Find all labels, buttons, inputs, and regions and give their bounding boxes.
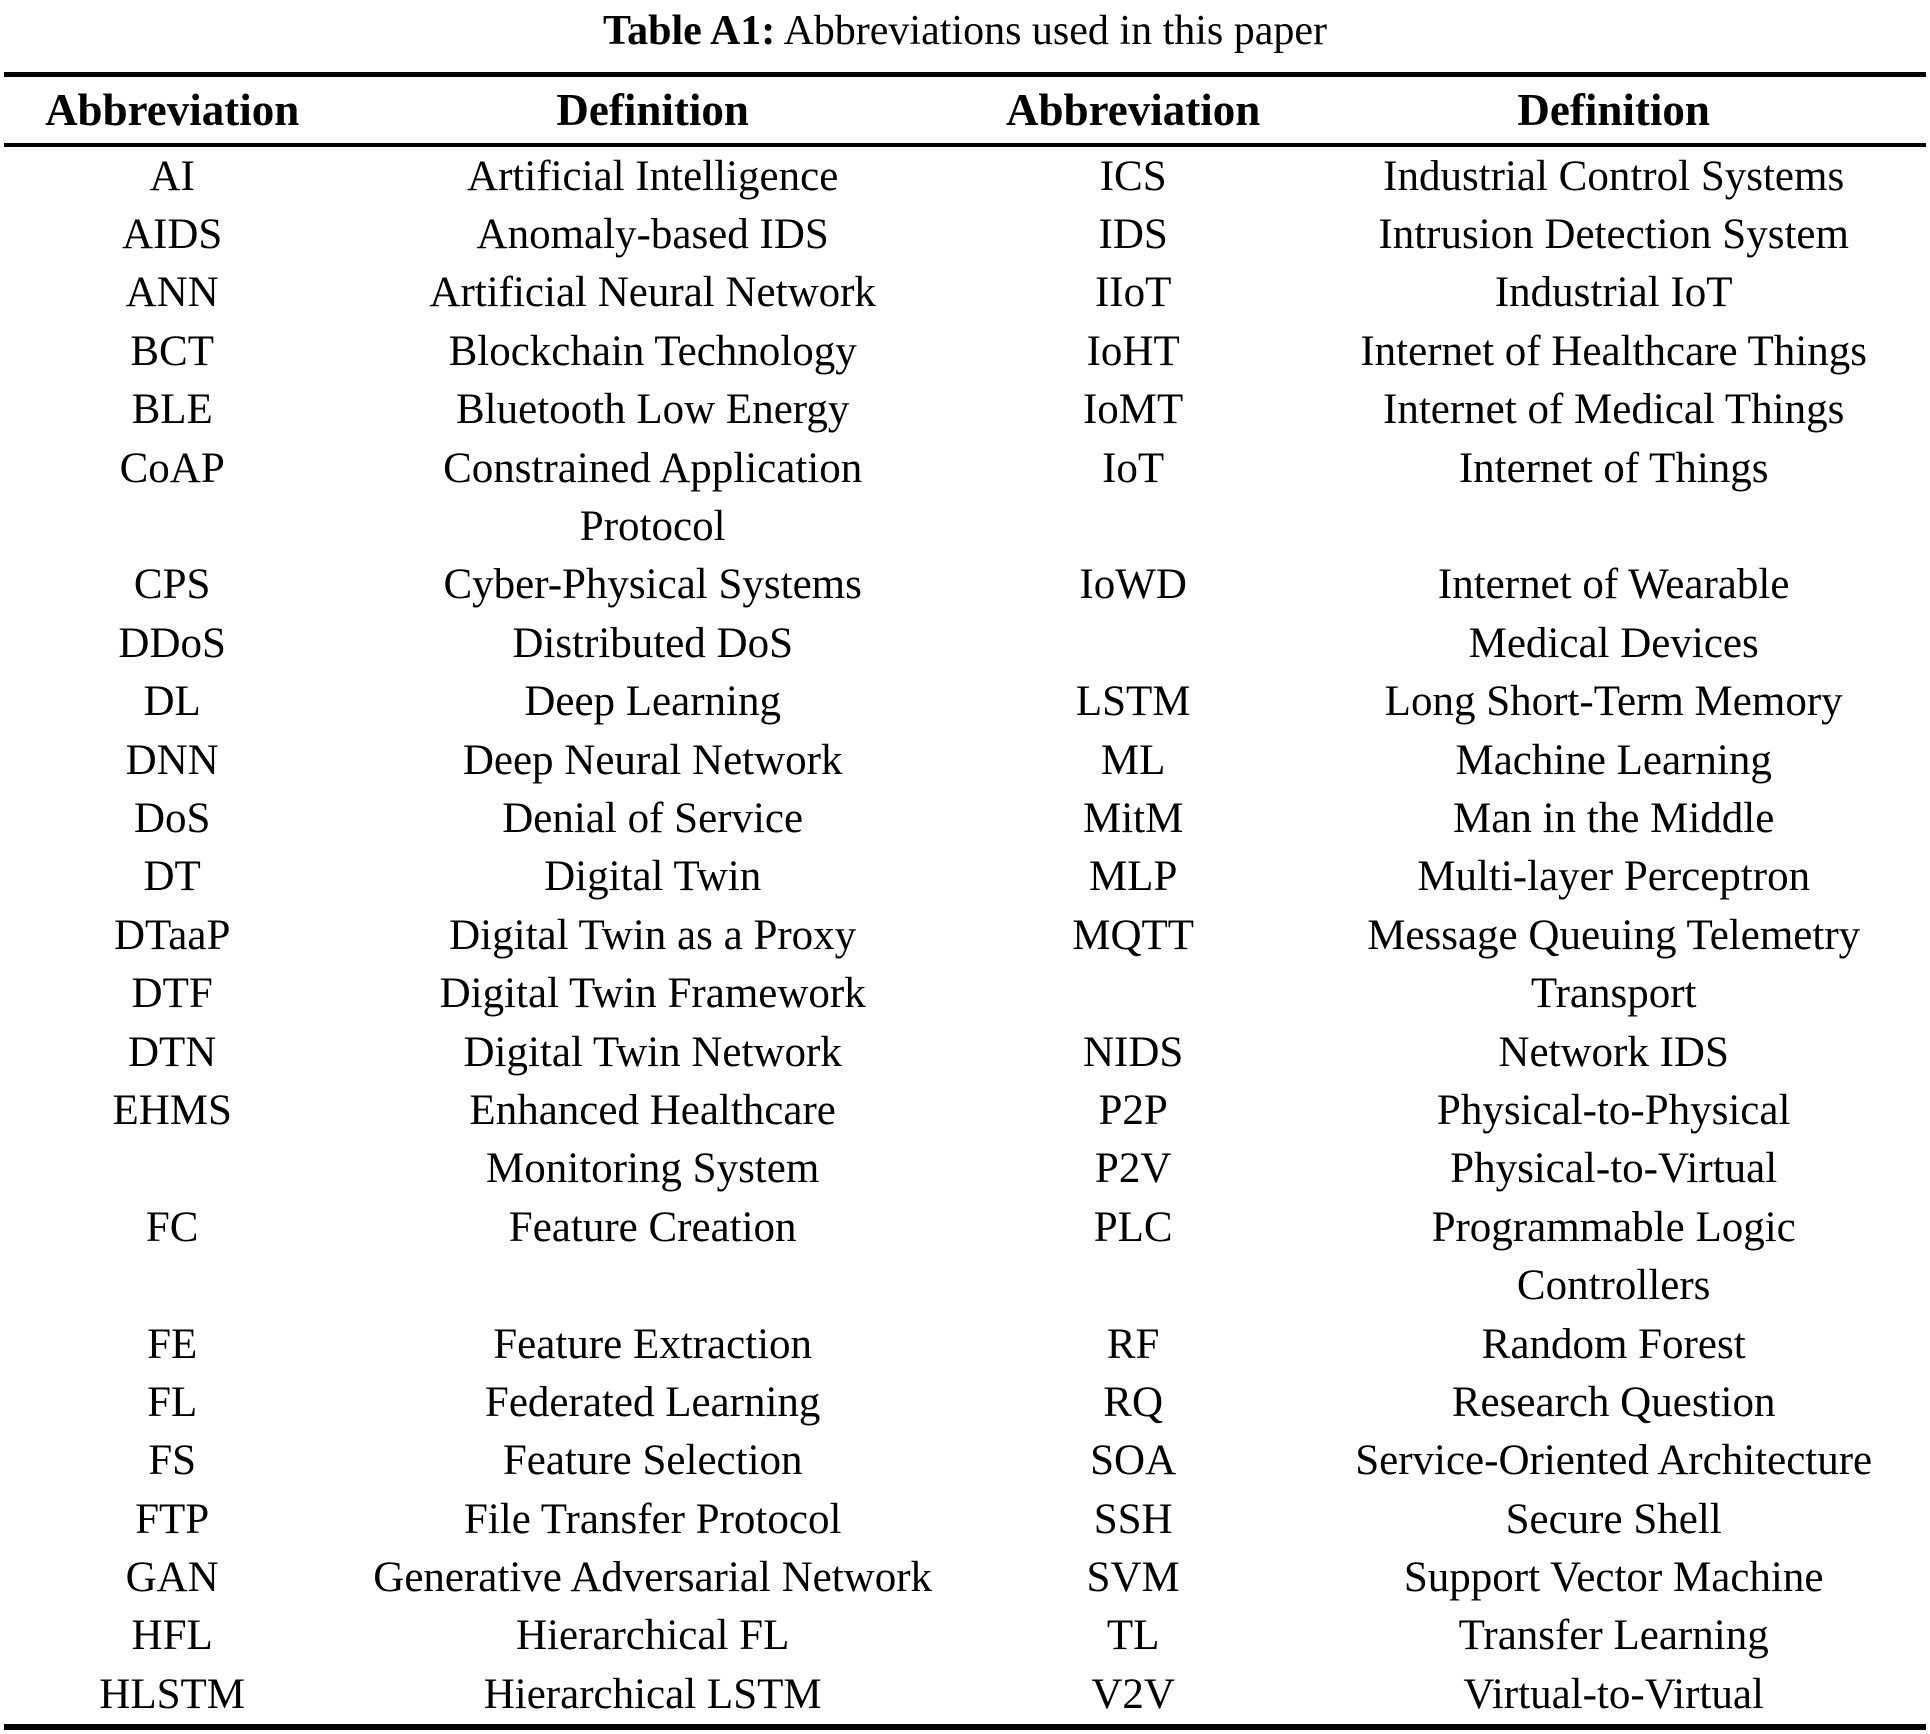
abbreviation-cell [4, 1256, 340, 1314]
table-row [4, 614, 1926, 672]
table-row [4, 1081, 1926, 1139]
abbreviation-cell: TL [1106, 1612, 1160, 1660]
definition-cell: Protocol [579, 503, 726, 551]
definition-cell: Support Vector Machine [1403, 1554, 1824, 1602]
definition-cell [340, 1256, 965, 1314]
definition-cell: Intrusion Detection System [1378, 211, 1849, 259]
definition-cell: Digital Twin Framework [439, 970, 866, 1018]
definition-cell: Digital Twin [544, 853, 762, 901]
table-row [4, 1607, 1926, 1665]
abbreviation-cell: IoHT [1086, 327, 1180, 375]
table-row [4, 439, 1926, 497]
abbreviation-cell: DT [143, 853, 201, 901]
table-row [4, 1432, 1926, 1490]
definition-cell: Constrained Application [443, 444, 863, 492]
table-row [4, 848, 1926, 906]
abbreviation-cell: SSH [1093, 1495, 1173, 1543]
definition-cell: Network IDS [1498, 1028, 1729, 1076]
abbreviation-cell: DDoS [118, 619, 226, 667]
abbreviation-cell: RQ [1103, 1378, 1164, 1426]
definition-cell: Industrial IoT [1494, 269, 1733, 317]
table-caption-label: Table A1: [602, 8, 776, 54]
abbreviation-cell: IIoT [1094, 269, 1172, 317]
abbreviation-cell: DNN [125, 736, 219, 784]
definition-cell: Message Queuing Telemetry [1367, 911, 1861, 959]
abbreviation-cell: SOA [1090, 1437, 1177, 1485]
definition-cell: Deep Learning [524, 678, 781, 726]
header-definition-2: Definition [1301, 75, 1926, 146]
table-row [4, 1140, 1926, 1198]
table-row [4, 906, 1926, 964]
definition-cell: Machine Learning [1455, 736, 1772, 784]
abbreviation-cell: CoAP [119, 444, 225, 492]
definition-cell: Transfer Learning [1458, 1612, 1769, 1660]
definition-cell: Feature Extraction [493, 1320, 813, 1368]
table-row [4, 497, 1926, 555]
table-row [4, 556, 1926, 614]
definition-cell: Physical-to-Physical [1436, 1086, 1791, 1134]
table-row [4, 264, 1926, 322]
definition-cell: Artificial Neural Network [429, 269, 876, 317]
definition-cell: Long Short-Term Memory [1384, 678, 1843, 726]
definition-cell: Man in the Middle [1453, 794, 1775, 842]
table-row [4, 1665, 1926, 1726]
abbreviation-cell: RF [1106, 1320, 1160, 1368]
definition-cell: Digital Twin as a Proxy [449, 911, 857, 959]
definition-cell: Feature Selection [502, 1437, 803, 1485]
abbreviation-cell: ANN [125, 269, 219, 317]
abbreviation-cell: DoS [133, 794, 211, 842]
abbreviation-cell: DL [143, 678, 201, 726]
abbreviation-cell: DTN [127, 1028, 217, 1076]
table-row [4, 789, 1926, 847]
definition-cell: Internet of Healthcare Things [1360, 327, 1867, 375]
table-header-row [4, 75, 1926, 146]
table-row [4, 1490, 1926, 1548]
abbreviation-cell: P2P [1098, 1086, 1168, 1134]
definition-cell: Federated Learning [484, 1378, 821, 1426]
definition-cell [1301, 497, 1926, 555]
definition-cell: Bluetooth Low Energy [456, 386, 850, 434]
abbreviation-cell [965, 614, 1301, 672]
abbreviation-cell: EHMS [112, 1086, 232, 1134]
definition-cell: Medical Devices [1468, 619, 1759, 667]
table-row [4, 1023, 1926, 1081]
table-row [4, 1198, 1926, 1256]
table-row [4, 322, 1926, 380]
table-row [4, 964, 1926, 1022]
abbreviation-cell: DTF [131, 970, 213, 1018]
abbreviation-cell: MLP [1088, 853, 1178, 901]
table-row [4, 731, 1926, 789]
abbreviation-cell: NIDS [1082, 1028, 1184, 1076]
abbreviation-cell: FE [147, 1320, 198, 1368]
definition-cell: Controllers [1516, 1262, 1711, 1310]
definition-cell: Hierarchical FL [515, 1612, 790, 1660]
abbreviation-cell: SVM [1086, 1554, 1180, 1602]
abbreviation-cell: IoMT [1082, 386, 1184, 434]
table-row [4, 205, 1926, 263]
abbreviation-cell: IoWD [1079, 561, 1187, 609]
abbreviation-cell: FS [148, 1437, 197, 1485]
definition-cell: Transport [1530, 970, 1697, 1018]
definition-cell: Service-Oriented Architecture [1355, 1437, 1873, 1485]
header-abbreviation-1: Abbreviation [4, 75, 340, 146]
definition-cell: Generative Adversarial Network [373, 1554, 933, 1602]
definition-cell: Virtual-to-Virtual [1463, 1670, 1764, 1718]
table-body [4, 145, 1926, 1727]
table-row [4, 145, 1926, 205]
abbreviation-cell: HLSTM [99, 1670, 246, 1718]
abbreviation-cell: MitM [1082, 794, 1184, 842]
table-row [4, 673, 1926, 731]
table-caption-text: Abbreviations used in this paper [775, 8, 1328, 54]
definition-cell: Hierarchical LSTM [483, 1670, 822, 1718]
abbreviation-cell [4, 497, 340, 555]
table-row [4, 1315, 1926, 1373]
definition-cell: Distributed DoS [512, 619, 794, 667]
abbreviation-cell: ML [1100, 736, 1166, 784]
definition-cell: Research Question [1451, 1378, 1776, 1426]
definition-cell: Denial of Service [502, 794, 804, 842]
abbreviation-cell: DTaaP [113, 911, 231, 959]
abbreviation-cell: ICS [1099, 152, 1167, 200]
definition-cell: Cyber-Physical Systems [443, 561, 862, 609]
definition-cell: Anomaly-based IDS [476, 211, 829, 259]
definition-cell: Internet of Medical Things [1383, 386, 1845, 434]
table-row [4, 1548, 1926, 1606]
definition-cell: File Transfer Protocol [463, 1495, 842, 1543]
abbreviation-cell: P2V [1094, 1145, 1172, 1193]
definition-cell: Industrial Control Systems [1383, 152, 1845, 200]
table-row [4, 1373, 1926, 1431]
abbreviation-cell: FTP [135, 1495, 210, 1543]
definition-cell: Internet of Things [1458, 444, 1769, 492]
abbreviation-cell: AI [149, 152, 195, 200]
table-header [4, 75, 1926, 146]
abbreviation-cell: MQTT [1072, 911, 1195, 959]
table-row [4, 1256, 1926, 1314]
table-row [4, 381, 1926, 439]
abbreviation-cell [965, 497, 1301, 555]
abbreviation-cell [4, 1140, 340, 1198]
definition-cell: Artificial Intelligence [467, 152, 839, 200]
abbreviation-cell: HFL [131, 1612, 213, 1660]
abbreviation-cell: IDS [1098, 211, 1168, 259]
definition-cell: Blockchain Technology [448, 327, 857, 375]
definition-cell: Digital Twin Network [463, 1028, 842, 1076]
definition-cell: Secure Shell [1505, 1495, 1722, 1543]
definition-cell: Random Forest [1481, 1320, 1746, 1368]
table-caption [0, 0, 1930, 72]
abbreviation-cell [965, 964, 1301, 1022]
definition-cell: Programmable Logic [1431, 1203, 1796, 1251]
abbreviation-cell [965, 1256, 1301, 1314]
abbreviation-cell: BLE [131, 386, 213, 434]
abbreviation-cell: V2V [1091, 1670, 1175, 1718]
definition-cell: Physical-to-Virtual [1450, 1145, 1778, 1193]
abbreviation-cell: GAN [125, 1554, 219, 1602]
header-abbreviation-2: Abbreviation [965, 75, 1301, 146]
definition-cell: Deep Neural Network [462, 736, 843, 784]
abbreviation-cell: FL [147, 1378, 198, 1426]
definition-cell: Feature Creation [508, 1203, 797, 1251]
abbreviation-cell: CPS [133, 561, 211, 609]
definition-cell: Enhanced Healthcare [469, 1086, 836, 1134]
definition-cell: Monitoring System [486, 1145, 820, 1193]
abbreviation-cell: AIDS [122, 211, 223, 259]
abbreviations-table [4, 72, 1926, 1730]
abbreviation-cell: FC [145, 1203, 199, 1251]
abbreviation-cell: IoT [1102, 444, 1165, 492]
abbreviation-cell: LSTM [1075, 678, 1191, 726]
abbreviation-cell: BCT [130, 327, 214, 375]
definition-cell: Multi-layer Perceptron [1417, 853, 1811, 901]
definition-cell: Internet of Wearable [1437, 561, 1790, 609]
abbreviation-cell: PLC [1093, 1203, 1173, 1251]
header-definition-1: Definition [340, 75, 965, 146]
